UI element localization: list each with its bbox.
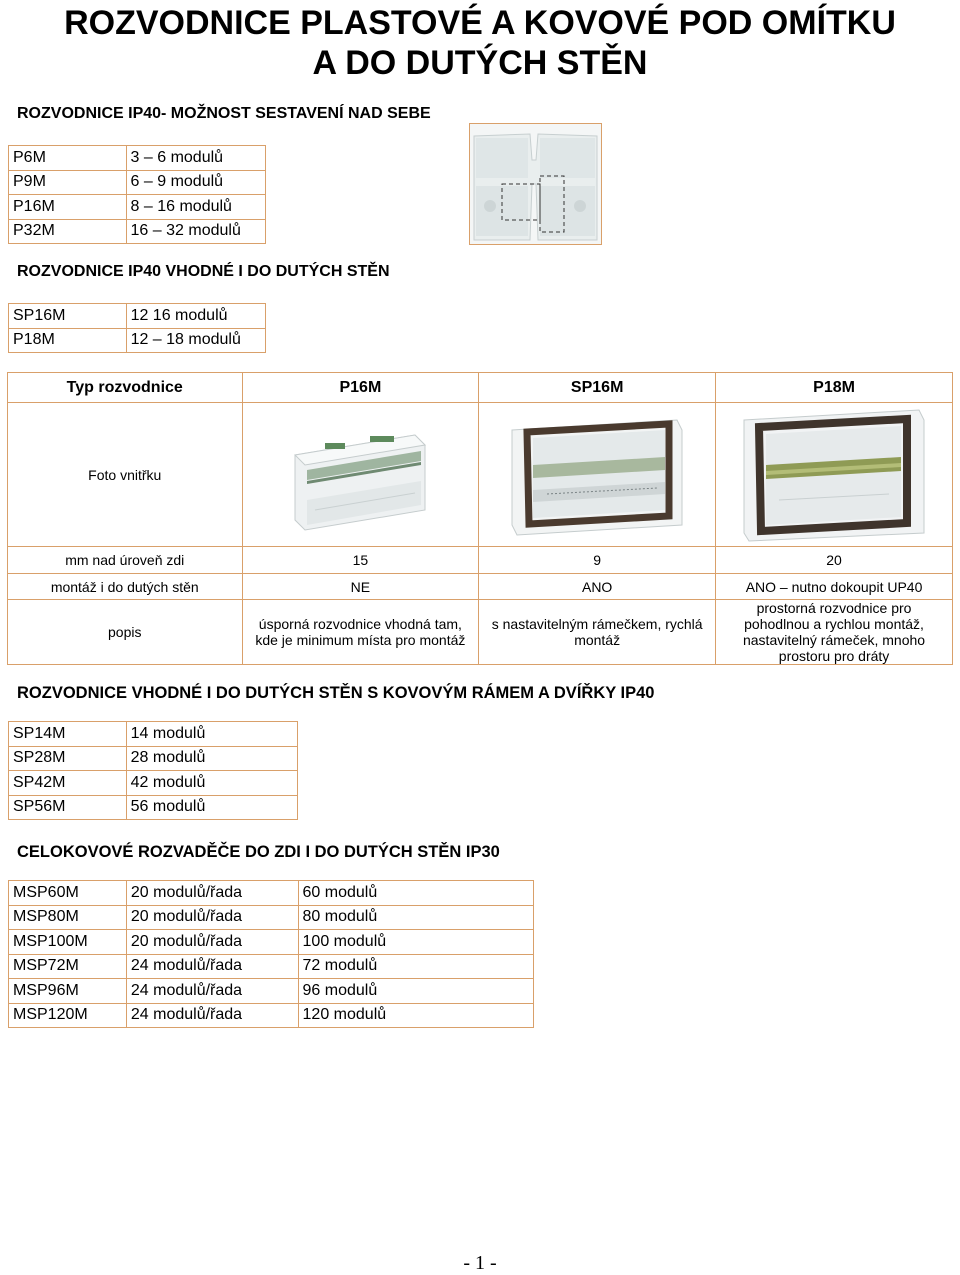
code-cell: MSP72M [9, 954, 127, 979]
row-label: popis [8, 600, 243, 665]
modules-cell: 12 16 modulů [126, 304, 265, 329]
modules-cell: 3 – 6 modulů [126, 146, 265, 171]
value-cell: 9 [479, 547, 716, 574]
value-cell: NE [242, 574, 479, 600]
per-row-cell: 24 modulů/řada [126, 1003, 298, 1028]
photo-row [8, 403, 953, 547]
table-row [8, 600, 953, 665]
table-row [9, 146, 266, 171]
per-row-cell: 20 modulů/řada [126, 930, 298, 955]
header-cell: Typ rozvodnice [8, 373, 243, 403]
header-cell: P18M [716, 373, 953, 403]
per-row-cell: 24 modulů/řada [126, 954, 298, 979]
table-row [9, 771, 298, 796]
total-cell: 120 modulů [298, 1003, 533, 1028]
section4-table [8, 880, 534, 1028]
header-cell: SP16M [479, 373, 716, 403]
photo-cell-p16m [242, 403, 479, 547]
per-row-cell: 20 modulů/řada [126, 881, 298, 906]
value-cell: ANO – nutno dokoupit UP40 [716, 574, 953, 600]
table-row [9, 930, 534, 955]
section3-table [8, 721, 298, 820]
enclosure-sp16m-image [507, 410, 687, 540]
row-label: mm nad úroveň zdi [8, 547, 243, 574]
code-cell: P32M [9, 219, 127, 244]
header-cell: P16M [242, 373, 479, 403]
section4-heading: CELOKOVOVÉ ROZVADĚČE DO ZDI I DO DUTÝCH STĚN IP30 [17, 843, 500, 861]
photo-cell-p18m [716, 403, 953, 547]
photo-label: Foto vnitřku [8, 403, 243, 547]
modules-cell: 14 modulů [126, 722, 297, 747]
per-row-cell: 24 modulů/řada [126, 979, 298, 1004]
code-cell: SP16M [9, 304, 127, 329]
value-cell: ANO [479, 574, 716, 600]
page-number: - 1 - [463, 1252, 497, 1274]
code-cell: SP28M [9, 746, 127, 771]
table-row [9, 1003, 534, 1028]
code-cell: P18M [9, 328, 127, 353]
modules-cell: 6 – 9 modulů [126, 170, 265, 195]
value-cell: úsporná rozvodnice vhodná tam, kde je minimum místa pro montáž [242, 600, 479, 665]
table-row [9, 304, 266, 329]
total-cell: 60 modulů [298, 881, 533, 906]
total-cell: 100 modulů [298, 930, 533, 955]
code-cell: MSP80M [9, 905, 127, 930]
modules-cell: 42 modulů [126, 771, 297, 796]
photo-cell-sp16m [479, 403, 716, 547]
section2-table [8, 303, 266, 353]
total-cell: 96 modulů [298, 979, 533, 1004]
code-cell: MSP60M [9, 881, 127, 906]
code-cell: P9M [9, 170, 127, 195]
comparison-table [7, 372, 953, 665]
stacking-photo [469, 123, 602, 245]
table-row [9, 722, 298, 747]
table-row [9, 328, 266, 353]
comparison-header-row [8, 373, 953, 403]
section2-heading: ROZVODNICE IP40 VHODNÉ I DO DUTÝCH STĚN [17, 263, 390, 280]
table-row [9, 954, 534, 979]
table-row [8, 574, 953, 600]
page-title-line1: ROZVODNICE PLASTOVÉ A KOVOVÉ POD OMÍTKU [64, 4, 896, 42]
per-row-cell: 20 modulů/řada [126, 905, 298, 930]
value-cell: 15 [242, 547, 479, 574]
table-row [9, 195, 266, 220]
stacking-boxes-image [470, 124, 601, 244]
modules-cell: 12 – 18 modulů [126, 328, 265, 353]
table-row [9, 795, 298, 820]
page-title-line2: A DO DUTÝCH STĚN [312, 44, 648, 82]
code-cell: P6M [9, 146, 127, 171]
modules-cell: 56 modulů [126, 795, 297, 820]
code-cell: P16M [9, 195, 127, 220]
table-row [9, 979, 534, 1004]
code-cell: SP42M [9, 771, 127, 796]
code-cell: SP14M [9, 722, 127, 747]
code-cell: MSP120M [9, 1003, 127, 1028]
total-cell: 80 modulů [298, 905, 533, 930]
value-cell: s nastavitelným rámečkem, rychlá montáž [479, 600, 716, 665]
value-cell: prostorná rozvodnice pro pohodlnou a rychlou montáž, nastavitelný rámeček, mnoho prostoru pro dráty [716, 600, 953, 665]
table-row [9, 170, 266, 195]
section1-table [8, 145, 266, 244]
table-row [9, 905, 534, 930]
enclosure-p16m-image [285, 415, 435, 535]
value-cell: 20 [716, 547, 953, 574]
code-cell: SP56M [9, 795, 127, 820]
table-row [9, 881, 534, 906]
code-cell: MSP100M [9, 930, 127, 955]
code-cell: MSP96M [9, 979, 127, 1004]
table-row [9, 746, 298, 771]
modules-cell: 28 modulů [126, 746, 297, 771]
section3-heading: ROZVODNICE VHODNÉ I DO DUTÝCH STĚN S KOVOVÝM RÁMEM A DVÍŘKY IP40 [17, 684, 655, 702]
modules-cell: 8 – 16 modulů [126, 195, 265, 220]
section1-heading: ROZVODNICE IP40- MOŽNOST SESTAVENÍ NAD SEBE [17, 105, 431, 122]
table-row [9, 219, 266, 244]
table-row [8, 547, 953, 574]
modules-cell: 16 – 32 modulů [126, 219, 265, 244]
total-cell: 72 modulů [298, 954, 533, 979]
enclosure-p18m-image [739, 405, 929, 545]
row-label: montáž i do dutých stěn [8, 574, 243, 600]
